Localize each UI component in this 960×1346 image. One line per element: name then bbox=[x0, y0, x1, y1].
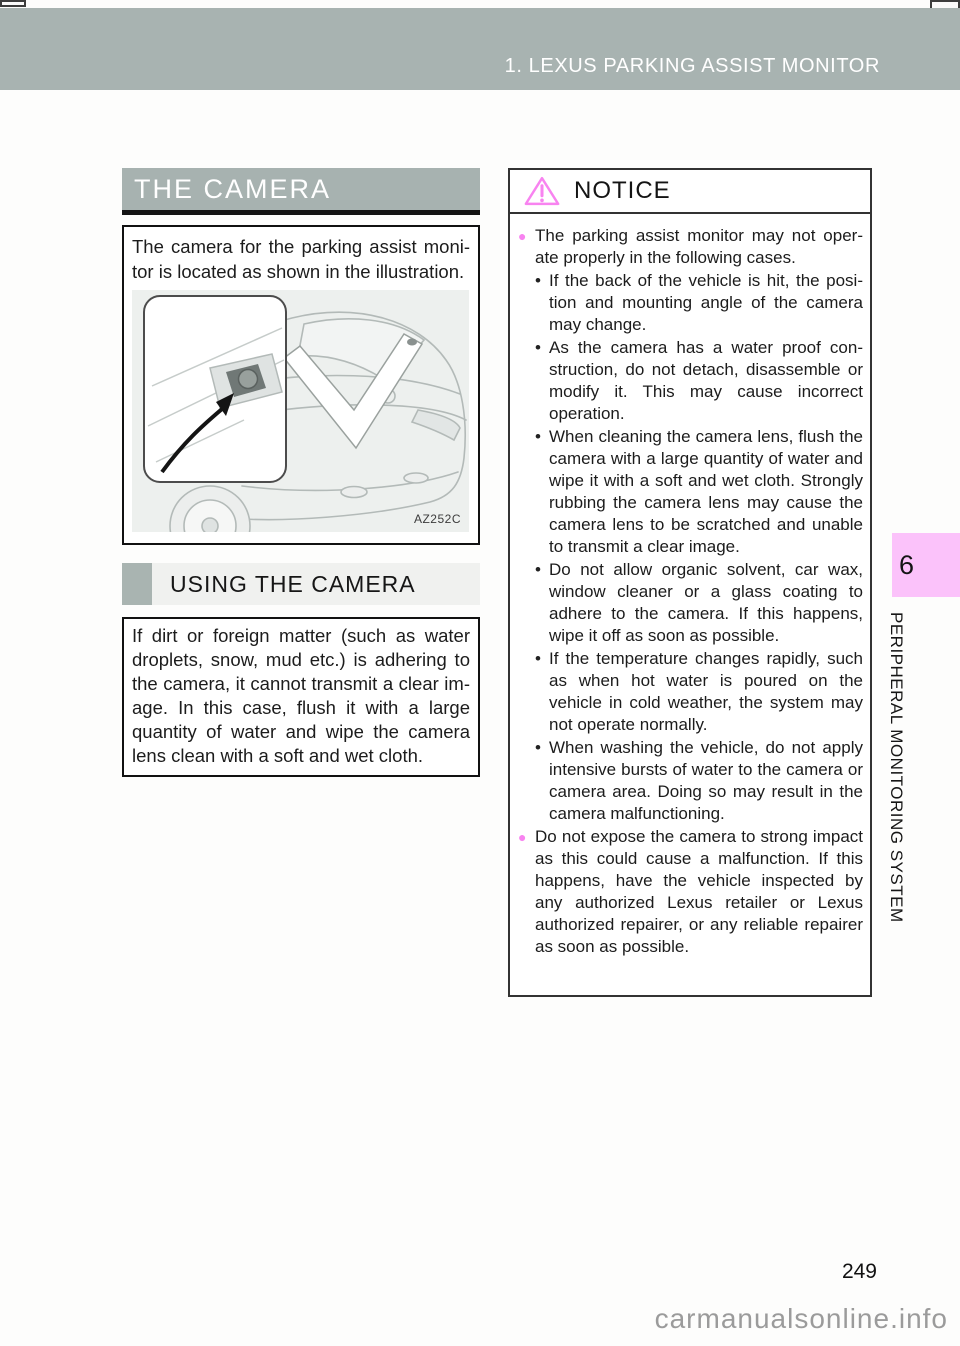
notice-subitem-text: When washing the vehicle, do not apply intensive bursts of water to the camera or camera area. Doing so may result in the camera malfunctioning. bbox=[549, 738, 863, 823]
section-heading-using-the-camera bbox=[122, 563, 480, 605]
notice-subitem-text: If the back of the vehicle is hit, the posi-tion and mounting angle of the camera may change. bbox=[549, 271, 863, 334]
notice-subitem bbox=[535, 648, 863, 736]
bullet-icon: ● bbox=[518, 829, 527, 845]
notice-subitem-text: If the temperature changes rapidly, such as when hot water is poured on the vehicle in cold weather, the system may not operate normally. bbox=[549, 649, 863, 734]
notice-header bbox=[510, 170, 870, 214]
notice-body bbox=[510, 214, 870, 958]
notice-item bbox=[518, 225, 863, 269]
notice-subitem bbox=[535, 737, 863, 825]
notice-item-text: Do not expose the camera to strong impact as this could cause a malfunction. If this happens, have the vehicle inspected by any authorized Lexus retailer or Lexus authorized repairer, or any reliable repairer as soon as possible. bbox=[535, 827, 863, 956]
sub-bullet-icon: • bbox=[535, 427, 541, 446]
chapter-vertical-label: PERIPHERAL MONITORING SYSTEM bbox=[887, 612, 906, 923]
notice-title: NOTICE bbox=[574, 177, 671, 204]
section-heading-label: THE CAMERA bbox=[134, 173, 332, 204]
sub-bullet-icon: • bbox=[535, 649, 541, 668]
notice-item-text: The parking assist monitor may not oper-ate properly in the following cases. bbox=[535, 226, 863, 267]
watermark-text: carmanualsonline.info bbox=[654, 1303, 948, 1334]
using-camera-text: If dirt or foreign matter (such as water droplets, snow, mud etc.) is adhering to the camera, it cannot transmit a clear im-age. In this case, flush it with a large quantity of water and wipe the camera lens clean with a soft and wet cloth. bbox=[132, 625, 470, 766]
sub-bullet-icon: • bbox=[535, 338, 541, 357]
warning-triangle-icon bbox=[523, 175, 561, 208]
section-heading-the-camera bbox=[122, 168, 480, 210]
figure-code: AZ252C bbox=[413, 512, 461, 526]
notice-subitem-text: When cleaning the camera lens, flush the camera with a large quantity of water and wipe it with a soft and wet cloth. Strongly rubbing the camera lens may cause the camera lens to be scratched and unable to transmit a clear image. bbox=[549, 427, 863, 556]
sub-bullet-icon: • bbox=[535, 560, 541, 579]
notice-box bbox=[508, 168, 872, 997]
section-heading-rule bbox=[122, 210, 480, 215]
notice-subitem bbox=[535, 559, 863, 647]
page-number: 249 bbox=[841, 1260, 877, 1283]
heading-square-marker bbox=[122, 563, 152, 605]
notice-subitem bbox=[535, 426, 863, 558]
chapter-header-bar bbox=[0, 8, 960, 90]
chapter-header-title: 1. LEXUS PARKING ASSIST MONITOR bbox=[504, 55, 880, 77]
page-corner-artifact-left bbox=[0, 0, 26, 7]
camera-inset bbox=[144, 296, 286, 482]
using-camera-box bbox=[122, 617, 480, 777]
section-heading-label: USING THE CAMERA bbox=[170, 570, 416, 597]
camera-location-dot bbox=[407, 339, 417, 346]
notice-item bbox=[518, 826, 863, 958]
sub-bullet-icon: • bbox=[535, 271, 541, 290]
car-rear-illustration bbox=[132, 290, 469, 532]
notice-subitem bbox=[535, 337, 863, 425]
sub-bullet-icon: • bbox=[535, 738, 541, 757]
camera-location-text: The camera for the parking assist moni-tor is located as shown in the illustration. bbox=[132, 236, 470, 282]
camera-lens bbox=[239, 370, 258, 389]
chapter-number-tab bbox=[892, 533, 960, 597]
notice-subitem-text: Do not allow organic solvent, car wax, window cleaner or a glass coating to adhere to the camera. If this happens, wipe it off as soon as possible. bbox=[549, 560, 863, 645]
camera-location-box bbox=[122, 225, 480, 545]
notice-subitem-text: As the camera has a water proof con-struction, do not detach, disassemble or modify it. This may cause incorrect operation. bbox=[549, 338, 863, 423]
bullet-icon: ● bbox=[518, 228, 527, 244]
chapter-number: 6 bbox=[899, 549, 915, 580]
camera-location-illustration bbox=[132, 290, 469, 532]
notice-subitem bbox=[535, 270, 863, 336]
